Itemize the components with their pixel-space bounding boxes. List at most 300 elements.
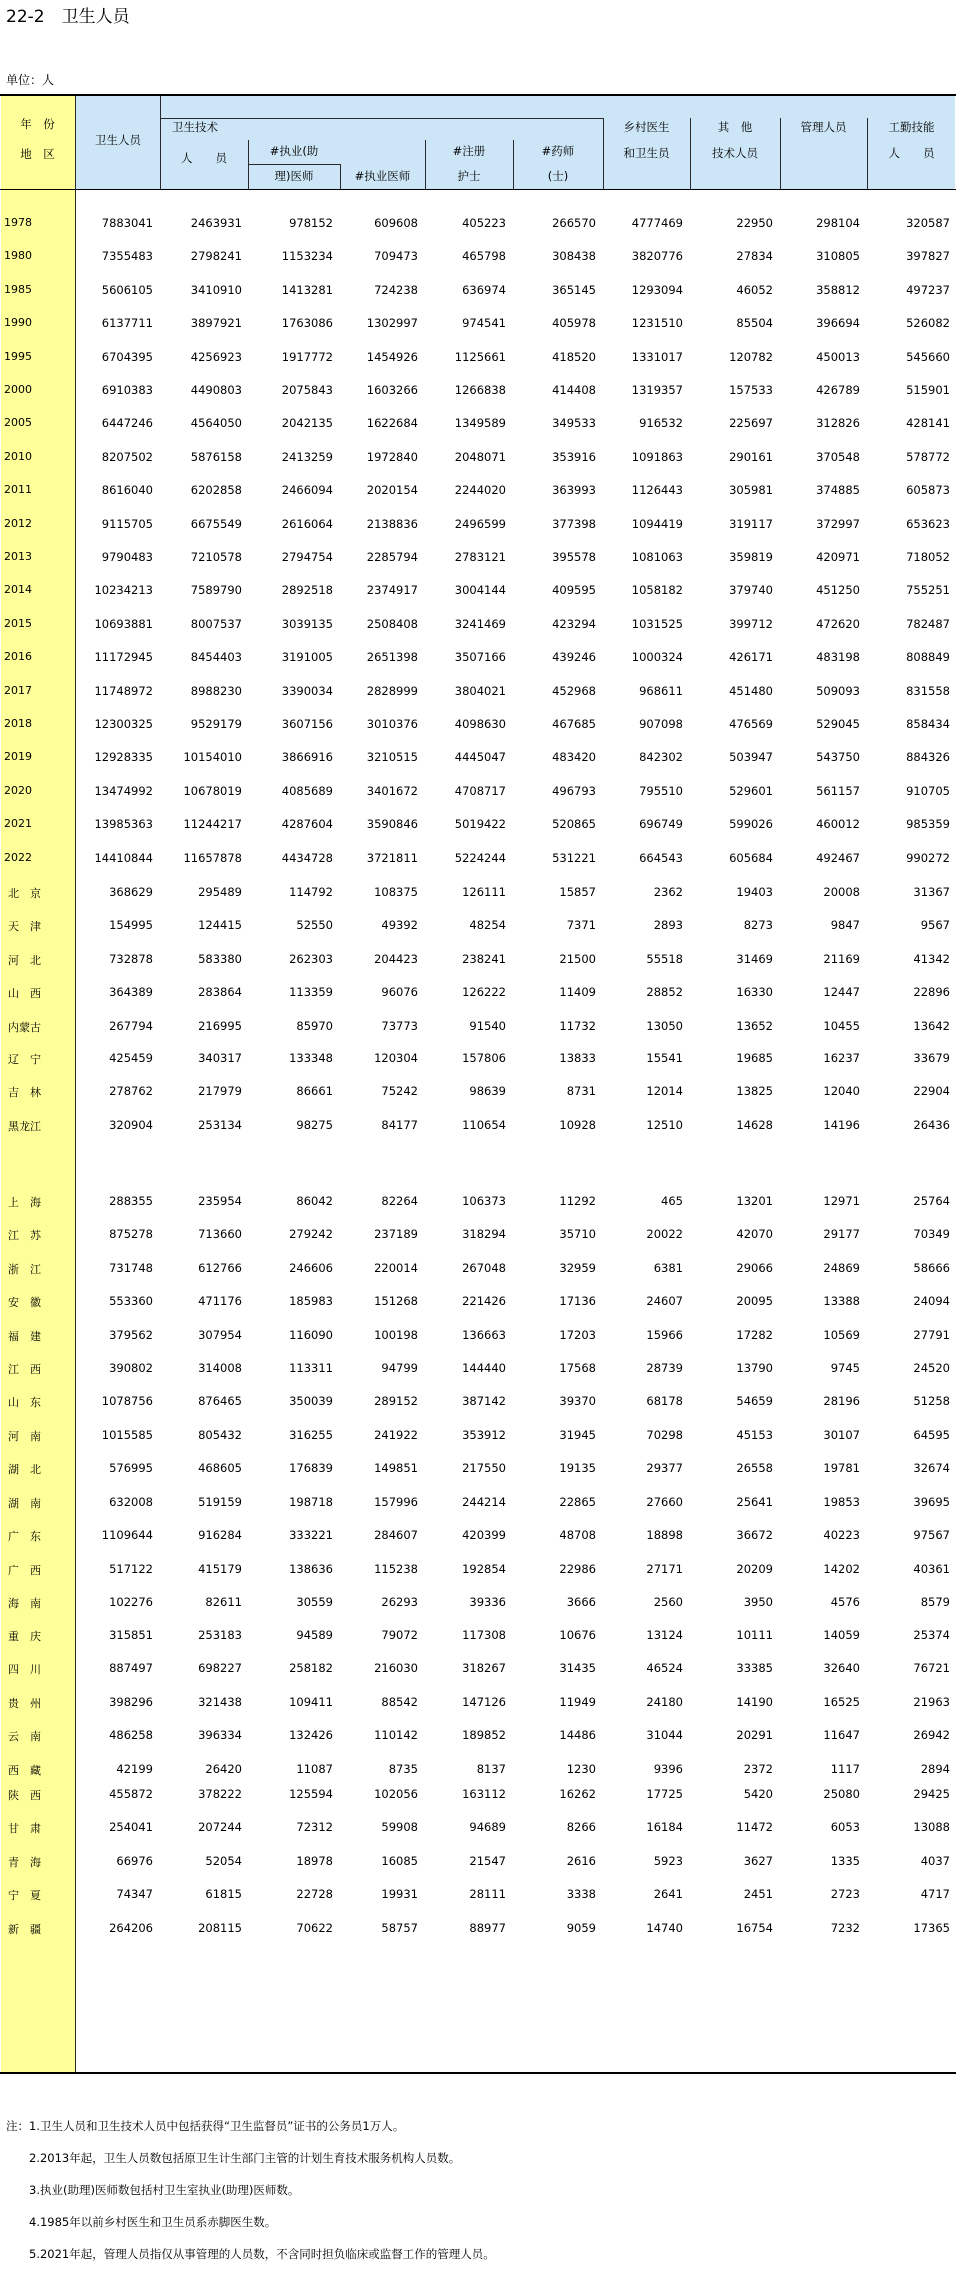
table-cell: 8137 [476,1762,506,1776]
table-row [0,374,956,408]
table-cell: 13388 [823,1294,860,1308]
table-cell: 15541 [646,1051,683,1065]
table-cell: 782487 [906,617,950,631]
table-cell: 10234213 [94,583,153,597]
table-cell: 189852 [462,1728,506,1742]
header-doctor-a: #执业(助 [269,144,319,158]
table-cell: 1109644 [101,1528,153,1542]
table-cell: 48254 [469,918,506,932]
table-cell: 8579 [920,1595,950,1609]
table-cell: 1094419 [631,517,683,531]
table-cell: 2463931 [190,216,242,230]
table-cell: 1081063 [631,550,683,564]
row-label: 安 徽 [8,1296,41,1309]
table-cell: 387142 [462,1394,506,1408]
table-cell: 17282 [736,1328,773,1342]
table-cell: 20209 [736,1562,773,1576]
table-cell: 698227 [198,1661,242,1675]
table-row [0,1778,956,1812]
table-row [0,808,956,842]
table-cell: 305981 [729,483,773,497]
table-row [0,1185,956,1219]
table-cell: 32674 [913,1461,950,1475]
row-label: 广 东 [8,1530,41,1543]
table-cell: 7371 [566,918,596,932]
table-cell: 279242 [289,1227,333,1241]
table-row [0,307,956,341]
table-cell: 2020154 [366,483,418,497]
table-cell: 115238 [374,1562,418,1576]
table-cell: 3804021 [454,684,506,698]
table-cell: 22865 [559,1495,596,1509]
table-cell: 370548 [816,450,860,464]
table-row [0,1109,956,1143]
table-cell: 10678019 [183,784,242,798]
table-cell: 6704395 [101,350,153,364]
table-cell: 503947 [729,750,773,764]
table-cell: 732878 [109,952,153,966]
row-label: 北 京 [8,887,41,900]
table-cell: 1917772 [281,350,333,364]
table-cell: 244214 [462,1495,506,1509]
table-cell: 14486 [559,1728,596,1742]
table-cell: 264206 [109,1921,153,1935]
table-cell: 17203 [559,1328,596,1342]
row-label: 内蒙古 [8,1021,41,1034]
table-cell: 420971 [816,550,860,564]
table-cell: 21169 [823,952,860,966]
table-cell: 363993 [552,483,596,497]
header-tech-group: 卫生技术 [172,120,218,134]
table-cell: 157806 [462,1051,506,1065]
table-cell: 9529179 [190,717,242,731]
table-cell: 198718 [289,1495,333,1509]
table-cell: 395578 [552,550,596,564]
table-cell: 262303 [289,952,333,966]
table-cell: 1230 [566,1762,596,1776]
table-cell: 117308 [462,1628,506,1642]
header-nianfen: 年 份 [20,117,55,131]
table-cell: 21500 [559,952,596,966]
table-row [0,1652,956,1686]
table-cell: 968611 [639,684,683,698]
table-cell: 2466094 [281,483,333,497]
table-cell: 831558 [906,684,950,698]
table-cell: 138636 [289,1562,333,1576]
table-cell: 19853 [823,1495,860,1509]
row-label: 山 西 [8,987,41,1000]
table-row [0,641,956,675]
table-cell: 11172945 [94,650,153,664]
table-cell: 460012 [816,817,860,831]
table-cell: 20095 [736,1294,773,1308]
row-label: 2018 [4,717,32,730]
table-cell: 254041 [109,1820,153,1834]
table-cell: 22728 [296,1887,333,1901]
header-other-a: 其 他 [717,120,753,134]
table-cell: 472620 [816,617,860,631]
table-cell: 126111 [462,885,506,899]
table-cell: 399712 [729,617,773,631]
table-cell: 13124 [646,1628,683,1642]
header-licensed-doctor: #执业医师 [354,169,411,183]
table-cell: 11292 [559,1194,596,1208]
row-label: 天 津 [8,920,41,933]
table-cell: 11657878 [183,851,242,865]
table-cell: 24869 [823,1261,860,1275]
table-cell: 12040 [823,1084,860,1098]
row-label: 1985 [4,283,32,296]
table-cell: 267794 [109,1019,153,1033]
row-label: 贵 州 [8,1697,41,1710]
table-cell: 9396 [653,1762,683,1776]
table-cell: 605684 [729,851,773,865]
table-cell: 46524 [646,1661,683,1675]
table-cell: 1091863 [631,450,683,464]
row-label: 2014 [4,583,32,596]
table-cell: 636974 [462,283,506,297]
table-cell: 258182 [289,1661,333,1675]
table-cell: 576995 [109,1461,153,1475]
table-cell: 74347 [116,1887,153,1901]
table-row [0,474,956,508]
table-cell: 220014 [374,1261,418,1275]
header-other-b: 技术人员 [712,146,758,160]
table-cell: 7232 [830,1921,860,1935]
row-label: 重 庆 [8,1630,41,1643]
table-cell: 426171 [729,650,773,664]
row-label: 广 西 [8,1564,41,1577]
table-cell: 14059 [823,1628,860,1642]
table-row [0,1385,956,1419]
table-cell: 39695 [913,1495,950,1509]
table-cell: 26436 [913,1118,950,1132]
table-cell: 136663 [462,1328,506,1342]
row-label: 浙 江 [8,1263,41,1276]
table-row [0,775,956,809]
table-cell: 805432 [198,1428,242,1442]
table-cell: 713660 [198,1227,242,1241]
table-cell: 109411 [289,1695,333,1709]
table-cell: 19403 [736,885,773,899]
table-cell: 289152 [374,1394,418,1408]
table-cell: 66976 [116,1854,153,1868]
table-cell: 1078756 [101,1394,153,1408]
table-cell: 1622684 [366,416,418,430]
table-cell: 20022 [646,1227,683,1241]
table-cell: 102276 [109,1595,153,1609]
table-cell: 718052 [906,550,950,564]
top-rule [0,94,956,96]
table-cell: 46052 [736,283,773,297]
table-cell: 377398 [552,517,596,531]
table-cell: 72312 [296,1820,333,1834]
table-cell: 96076 [381,985,418,999]
table-row [0,1719,956,1753]
table-cell: 483198 [816,650,860,664]
table-cell: 612766 [198,1261,242,1275]
table-cell: 731748 [109,1261,153,1275]
table-cell: 157996 [374,1495,418,1509]
table-cell: 17568 [559,1361,596,1375]
table-cell: 19685 [736,1051,773,1065]
table-cell: 314008 [198,1361,242,1375]
row-label: 2000 [4,383,32,396]
table-cell: 27791 [913,1328,950,1342]
table-cell: 216995 [198,1019,242,1033]
table-cell: 27660 [646,1495,683,1509]
table-cell: 207244 [198,1820,242,1834]
table-cell: 253134 [198,1118,242,1132]
table-cell: 12971 [823,1194,860,1208]
table-cell: 2285794 [366,550,418,564]
table-cell: 3607156 [281,717,333,731]
table-cell: 664543 [639,851,683,865]
header-pharmacist-a: #药师 [541,144,575,158]
bottom-rule [0,2072,956,2074]
table-cell: 486258 [109,1728,153,1742]
table-row [0,341,956,375]
table-cell: 320904 [109,1118,153,1132]
table-cell: 4777469 [631,216,683,230]
table-cell: 476569 [729,717,773,731]
table-cell: 1763086 [281,316,333,330]
table-cell: 2244020 [454,483,506,497]
table-cell: 88977 [469,1921,506,1935]
table-cell: 11949 [559,1695,596,1709]
table-cell: 157533 [729,383,773,397]
table-cell: 8735 [388,1762,418,1776]
table-row [0,1553,956,1587]
table-cell: 423294 [552,617,596,631]
table-cell: 10455 [823,1019,860,1033]
table-cell: 318267 [462,1661,506,1675]
table-cell: 2413259 [281,450,333,464]
table-row [0,207,956,241]
table-cell: 364389 [109,985,153,999]
table-cell: 144440 [462,1361,506,1375]
table-cell: 405978 [552,316,596,330]
table-cell: 3401672 [366,784,418,798]
table-cell: 359819 [729,550,773,564]
row-label: 1995 [4,350,32,363]
table-cell: 2042135 [281,416,333,430]
table-cell: 451250 [816,583,860,597]
table-cell: 308438 [552,249,596,263]
table-cell: 15966 [646,1328,683,1342]
table-cell: 204423 [374,952,418,966]
table-cell: 10928 [559,1118,596,1132]
table-cell: 35710 [559,1227,596,1241]
row-label: 辽 宁 [8,1053,41,1066]
table-cell: 353912 [462,1428,506,1442]
row-label: 2019 [4,750,32,763]
table-cell: 390802 [109,1361,153,1375]
table-cell: 517122 [109,1562,153,1576]
table-cell: 1349589 [454,416,506,430]
table-cell: 16262 [559,1787,596,1801]
table-cell: 10111 [736,1628,773,1642]
table-cell: 1126443 [631,483,683,497]
table-cell: 358812 [816,283,860,297]
table-cell: 1031525 [631,617,683,631]
table-cell: 5923 [653,1854,683,1868]
table-row [0,1042,956,1076]
header-doctor-b: 理)医师 [274,169,314,183]
table-cell: 2616 [566,1854,596,1868]
table-cell: 39336 [469,1595,506,1609]
table-cell: 19781 [823,1461,860,1475]
table-cell: 3004144 [454,583,506,597]
table-cell: 9847 [830,918,860,932]
table-cell: 9059 [566,1921,596,1935]
table-cell: 33385 [736,1661,773,1675]
table-cell: 14740 [646,1921,683,1935]
table-cell: 11732 [559,1019,596,1033]
table-cell: 216030 [374,1661,418,1675]
table-cell: 2075843 [281,383,333,397]
table-cell: 20291 [736,1728,773,1742]
table-cell: 653623 [906,517,950,531]
row-label: 新 疆 [8,1923,41,1936]
table-cell: 321438 [198,1695,242,1709]
table-cell: 24607 [646,1294,683,1308]
table-cell: 12928335 [94,750,153,764]
table-cell: 208115 [198,1921,242,1935]
table-cell: 86042 [296,1194,333,1208]
table-cell: 8266 [566,1820,596,1834]
table-cell: 24520 [913,1361,950,1375]
table-cell: 396694 [816,316,860,330]
table-cell: 73773 [381,1019,418,1033]
table-cell: 990272 [906,851,950,865]
table-row [0,441,956,475]
table-cell: 58666 [913,1261,950,1275]
table-cell: 290161 [729,450,773,464]
table-cell: 70622 [296,1921,333,1935]
table-cell: 54659 [736,1394,773,1408]
table-cell: 39370 [559,1394,596,1408]
table-cell: 3338 [566,1887,596,1901]
table-cell: 26293 [381,1595,418,1609]
table-cell: 599026 [729,817,773,831]
table-cell: 267048 [462,1261,506,1275]
footnote: 3.执业(助理)医师数包括村卫生室执业(助理)医师数。 [6,2183,300,2197]
table-cell: 310805 [816,249,860,263]
table-row [0,675,956,709]
row-label: 2010 [4,450,32,463]
table-cell: 13790 [736,1361,773,1375]
table-cell: 420399 [462,1528,506,1542]
table-cell: 19135 [559,1461,596,1475]
table-cell: 1319357 [631,383,683,397]
table-row [0,1319,956,1353]
table-cell: 4445047 [454,750,506,764]
row-label: 2015 [4,617,32,630]
table-cell: 55518 [646,952,683,966]
table-cell: 5606105 [101,283,153,297]
table-cell: 6053 [830,1820,860,1834]
table-cell: 724238 [374,283,418,297]
table-cell: 3820776 [631,249,683,263]
page-title: 22-2 卫生人员 [6,7,130,27]
table-cell: 8454403 [190,650,242,664]
table-cell: 32640 [823,1661,860,1675]
table-cell: 8007537 [190,617,242,631]
table-cell: 19931 [381,1887,418,1901]
table-cell: 497237 [906,283,950,297]
table-cell: 28852 [646,985,683,999]
table-cell: 28111 [469,1887,506,1901]
table-cell: 163112 [462,1787,506,1801]
table-cell: 283864 [198,985,242,999]
table-cell: 1972840 [366,450,418,464]
table-cell: 3866916 [281,750,333,764]
table-cell: 185983 [289,1294,333,1308]
table-cell: 82264 [381,1194,418,1208]
table-cell: 20008 [823,885,860,899]
table-cell: 41342 [913,952,950,966]
table-cell: 916284 [198,1528,242,1542]
table-cell: 1335 [830,1854,860,1868]
table-cell: 225697 [729,416,773,430]
table-cell: 40361 [913,1562,950,1576]
header-diqu: 地 区 [20,147,55,161]
table-cell: 14202 [823,1562,860,1576]
table-cell: 116090 [289,1328,333,1342]
table-cell: 6202858 [190,483,242,497]
row-label: 2013 [4,550,32,563]
table-cell: 795510 [639,784,683,798]
table-row [0,876,956,910]
table-cell: 126222 [462,985,506,999]
table-cell: 11244217 [183,817,242,831]
table-cell: 4287604 [281,817,333,831]
table-cell: 1413281 [281,283,333,297]
table-cell: 14190 [736,1695,773,1709]
table-cell: 876465 [198,1394,242,1408]
table-cell: 24094 [913,1294,950,1308]
table-cell: 1058182 [631,583,683,597]
table-cell: 217979 [198,1084,242,1098]
table-cell: 409595 [552,583,596,597]
table-cell: 75242 [381,1084,418,1098]
table-cell: 1266838 [454,383,506,397]
table-cell: 379740 [729,583,773,597]
table-cell: 10693881 [94,617,153,631]
table-cell: 452968 [552,684,596,698]
table-cell: 875278 [109,1227,153,1241]
table-cell: 9567 [920,918,950,932]
table-cell: 368629 [109,885,153,899]
table-cell: 11748972 [94,684,153,698]
table-cell: 4490803 [190,383,242,397]
table-cell: 106373 [462,1194,506,1208]
table-row [0,976,956,1010]
row-label: 青 海 [8,1856,41,1869]
table-cell: 22904 [913,1084,950,1098]
table-cell: 350039 [289,1394,333,1408]
row-label: 河 南 [8,1430,41,1443]
table-cell: 238241 [462,952,506,966]
table-cell: 221426 [462,1294,506,1308]
table-row [0,1486,956,1520]
table-cell: 3627 [743,1854,773,1868]
table-cell: 125594 [289,1787,333,1801]
table-cell: 3721811 [366,851,418,865]
table-row [0,574,956,608]
table-cell: 583380 [198,952,242,966]
